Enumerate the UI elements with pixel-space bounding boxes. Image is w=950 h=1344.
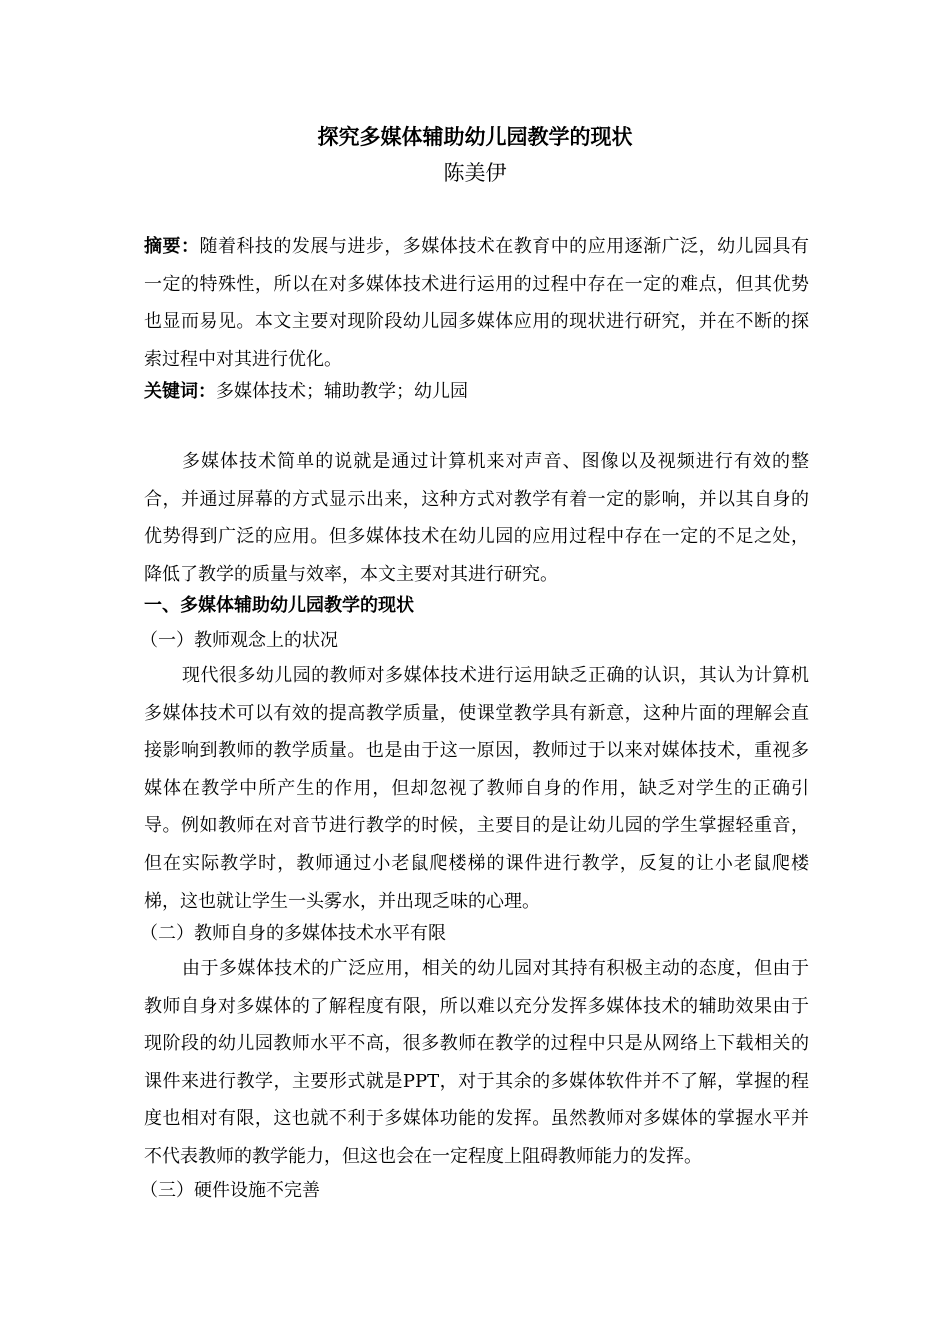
abstract-text: 随着科技的发展与进步，多媒体技术在教育中的应用逐渐广泛，幼儿园具有一定的特殊性，所以在对多媒体技术进行运用的过程中存在一定的难点，但其优势也显而易见。本文主要对现阶段幼儿园多媒体应用的现状进行研究，并在不断的探索过程中对其进行优化。 bbox=[144, 236, 810, 370]
subsection-2-paragraph: 由于多媒体技术的广泛应用，相关的幼儿园对其持有积极主动的态度，但由于教师自身对多媒体的了解程度有限，所以难以充分发挥多媒体技术的辅助效果由于现阶段的幼儿园教师水平不高，很多教师在教学的过程中只是从网络上下载相关的课件来进行教学，主要形式就是PPT，对于其余的多媒体软件并不了解，掌握的程度也相对有限，这也就不利于多媒体功能的发挥。虽然教师对多媒体的掌握水平并不代表教师的教学能力，但这也会在一定程度上阻碍教师能力的发挥。 bbox=[144, 958, 809, 1167]
subsection-heading-1: （一）教师观念上的状况 bbox=[140, 630, 338, 651]
keywords-paragraph bbox=[144, 373, 809, 411]
section-heading-1: 一、多媒体辅助幼儿园教学的现状 bbox=[144, 595, 414, 616]
keywords-text: 多媒体技术；辅助教学；幼儿园 bbox=[216, 381, 468, 402]
abstract-paragraph bbox=[144, 228, 809, 378]
abstract-label: 摘要： bbox=[144, 236, 200, 257]
subsection-heading-3: （三）硬件设施不完善 bbox=[140, 1180, 320, 1201]
intro-paragraph: 多媒体技术简单的说就是通过计算机来对声音、图像以及视频进行有效的整合，并通过屏幕的方式显示出来，这种方式对教学有着一定的影响，并以其自身的优势得到广泛的应用。但多媒体技术在幼儿园的应用过程中存在一定的不足之处，降低了教学的质量与效率，本文主要对其进行研究。 bbox=[144, 451, 809, 585]
subsection-1-paragraph: 现代很多幼儿园的教师对多媒体技术进行运用缺乏正确的认识，其认为计算机多媒体技术可以有效的提高教学质量，使课堂教学具有新意，这种片面的理解会直接影响到教师的教学质量。也是由于这一原因，教师过于以来对媒体技术，重视多媒体在教学中所产生的作用，但却忽视了教师自身的作用，缺乏对学生的正确引导。例如教师在对音节进行教学的时候，主要目的是让幼儿园的学生掌握轻重音，但在实际教学时，教师通过小老鼠爬楼梯的课件进行教学，反复的让小老鼠爬楼梯，这也就让学生一头雾水，并出现乏味的心理。 bbox=[144, 665, 809, 912]
author-name: 陈美伊 bbox=[443, 161, 507, 185]
keywords-label: 关键词： bbox=[144, 381, 216, 402]
document-title: 探究多媒体辅助幼儿园教学的现状 bbox=[317, 124, 633, 149]
subsection-heading-2: （二）教师自身的多媒体技术水平有限 bbox=[140, 923, 446, 944]
